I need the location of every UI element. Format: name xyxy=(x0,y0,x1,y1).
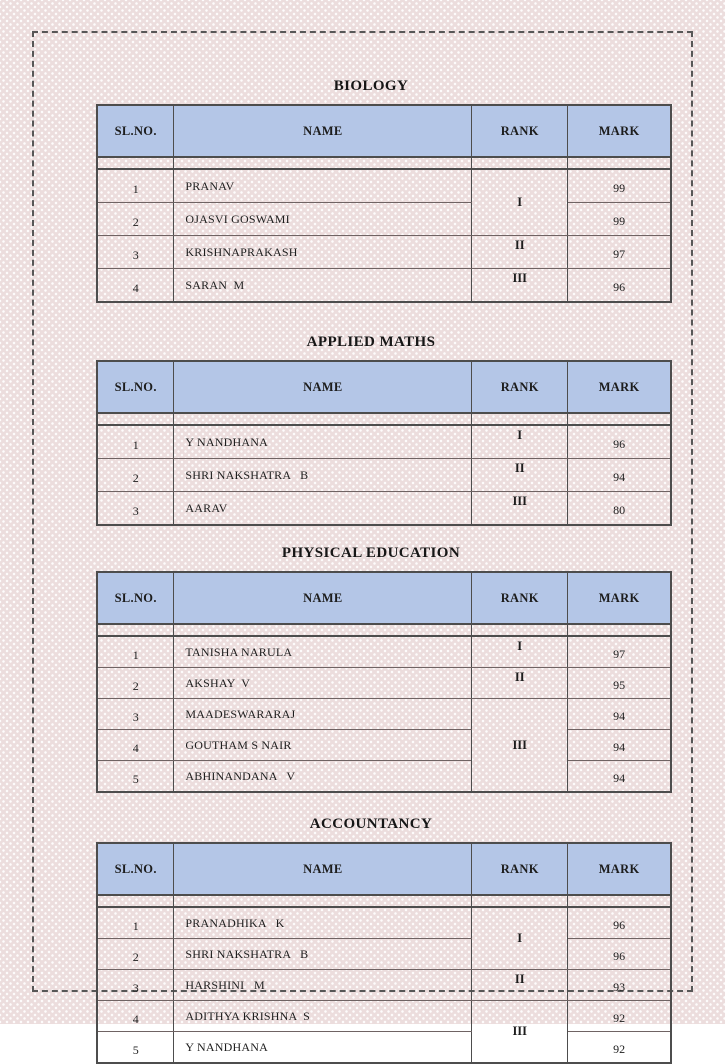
marks-table xyxy=(96,571,672,793)
marks-table xyxy=(96,104,672,303)
mark-cell: 96 xyxy=(568,425,671,459)
table-row xyxy=(97,269,671,303)
section-physical-education xyxy=(96,544,672,793)
header-gap-row xyxy=(97,157,671,169)
column-header-mark: MARK xyxy=(568,572,671,624)
name-cell: OJASVI GOSWAMI xyxy=(174,203,472,236)
rank-cell: III xyxy=(472,1001,568,1064)
sl-no-cell: 4 xyxy=(97,1001,174,1032)
column-header-rank: RANK xyxy=(472,843,568,895)
sl-no-cell: 2 xyxy=(97,459,174,492)
mark-cell: 97 xyxy=(568,636,671,668)
gap-cell xyxy=(174,413,472,425)
marks-table xyxy=(96,360,672,526)
sl-no-cell: 3 xyxy=(97,970,174,1001)
column-header-slno: SL.NO. xyxy=(97,572,174,624)
mark-cell: 94 xyxy=(568,699,671,730)
sl-no-cell: 3 xyxy=(97,699,174,730)
mark-cell: 99 xyxy=(568,203,671,236)
gap-cell xyxy=(472,413,568,425)
section-title: BIOLOGY xyxy=(333,78,409,94)
table-row xyxy=(97,236,671,269)
mark-cell: 96 xyxy=(568,907,671,939)
rank-cell: I xyxy=(472,425,568,459)
column-header-rank: RANK xyxy=(472,572,568,624)
marks-table xyxy=(96,842,672,1064)
name-cell: SHRI NAKSHATRA B xyxy=(174,459,472,492)
column-header-name: NAME xyxy=(174,572,472,624)
table-row xyxy=(97,1032,671,1064)
name-cell: Y NANDHANA xyxy=(174,1032,472,1064)
page-content xyxy=(96,77,672,1064)
header-row xyxy=(97,843,671,895)
table-row xyxy=(97,699,671,730)
gap-cell xyxy=(97,413,174,425)
gap-cell xyxy=(568,157,671,169)
name-cell: PRANADHIKA K xyxy=(174,907,472,939)
sl-no-cell: 5 xyxy=(97,761,174,793)
name-cell: AKSHAY V xyxy=(174,668,472,699)
header-gap-row xyxy=(97,895,671,907)
header-gap-row xyxy=(97,624,671,636)
rank-cell: II xyxy=(472,236,568,269)
name-cell: AARAV xyxy=(174,492,472,526)
header-row xyxy=(97,105,671,157)
table-row xyxy=(97,730,671,761)
gap-cell xyxy=(174,624,472,636)
sl-no-cell: 2 xyxy=(97,939,174,970)
sl-no-cell: 2 xyxy=(97,203,174,236)
sl-no-cell: 5 xyxy=(97,1032,174,1064)
table-row xyxy=(97,1001,671,1032)
table-row xyxy=(97,169,671,203)
column-header-name: NAME xyxy=(174,361,472,413)
gap-cell xyxy=(568,413,671,425)
gap-cell xyxy=(174,157,472,169)
gap-cell xyxy=(568,624,671,636)
rank-cell: II xyxy=(472,459,568,492)
mark-cell: 99 xyxy=(568,169,671,203)
table-row xyxy=(97,459,671,492)
header-gap-row xyxy=(97,413,671,425)
header-row xyxy=(97,361,671,413)
gap-cell xyxy=(97,895,174,907)
column-header-name: NAME xyxy=(174,843,472,895)
gap-cell xyxy=(568,895,671,907)
gap-cell xyxy=(472,895,568,907)
table-row xyxy=(97,636,671,668)
rank-cell: III xyxy=(472,699,568,793)
name-cell: SHRI NAKSHATRA B xyxy=(174,939,472,970)
name-cell: SARAN M xyxy=(174,269,472,303)
sl-no-cell: 1 xyxy=(97,636,174,668)
name-cell: KRISHNAPRAKASH xyxy=(174,236,472,269)
column-header-slno: SL.NO. xyxy=(97,361,174,413)
gap-cell xyxy=(174,895,472,907)
name-cell: ABHINANDANA V xyxy=(174,761,472,793)
column-header-mark: MARK xyxy=(568,105,671,157)
table-row xyxy=(97,761,671,793)
header-row xyxy=(97,572,671,624)
mark-cell: 94 xyxy=(568,730,671,761)
column-header-rank: RANK xyxy=(472,105,568,157)
gap-cell xyxy=(472,157,568,169)
rank-cell: III xyxy=(472,492,568,526)
column-header-rank: RANK xyxy=(472,361,568,413)
table-row xyxy=(97,203,671,236)
gap-cell xyxy=(97,624,174,636)
rank-cell: I xyxy=(472,636,568,668)
column-header-slno: SL.NO. xyxy=(97,843,174,895)
table-row xyxy=(97,425,671,459)
mark-cell: 92 xyxy=(568,1001,671,1032)
section-title: PHYSICAL EDUCATION xyxy=(281,545,461,561)
rank-cell: I xyxy=(472,907,568,970)
table-row xyxy=(97,970,671,1001)
mark-cell: 92 xyxy=(568,1032,671,1064)
mark-cell: 94 xyxy=(568,761,671,793)
mark-cell: 94 xyxy=(568,459,671,492)
mark-cell: 97 xyxy=(568,236,671,269)
section-title: APPLIED MATHS xyxy=(306,334,436,350)
section-biology xyxy=(96,77,672,303)
sl-no-cell: 3 xyxy=(97,236,174,269)
mark-cell: 80 xyxy=(568,492,671,526)
name-cell: Y NANDHANA xyxy=(174,425,472,459)
table-row xyxy=(97,939,671,970)
rank-cell: II xyxy=(472,668,568,699)
table-row xyxy=(97,668,671,699)
section-applied-maths xyxy=(96,333,672,526)
name-cell: PRANAV xyxy=(174,169,472,203)
column-header-name: NAME xyxy=(174,105,472,157)
sl-no-cell: 3 xyxy=(97,492,174,526)
sl-no-cell: 1 xyxy=(97,169,174,203)
column-header-slno: SL.NO. xyxy=(97,105,174,157)
rank-cell: II xyxy=(472,970,568,1001)
section-title: ACCOUNTANCY xyxy=(309,816,433,832)
rank-cell: III xyxy=(472,269,568,303)
sl-no-cell: 4 xyxy=(97,730,174,761)
sl-no-cell: 1 xyxy=(97,425,174,459)
name-cell: TANISHA NARULA xyxy=(174,636,472,668)
mark-cell: 96 xyxy=(568,939,671,970)
table-row xyxy=(97,492,671,526)
sl-no-cell: 4 xyxy=(97,269,174,303)
mark-cell: 96 xyxy=(568,269,671,303)
column-header-mark: MARK xyxy=(568,843,671,895)
mark-cell: 95 xyxy=(568,668,671,699)
column-header-mark: MARK xyxy=(568,361,671,413)
name-cell: ADITHYA KRISHNA S xyxy=(174,1001,472,1032)
name-cell: MAADESWARARAJ xyxy=(174,699,472,730)
sl-no-cell: 1 xyxy=(97,907,174,939)
rank-cell: I xyxy=(472,169,568,236)
table-row xyxy=(97,907,671,939)
gap-cell xyxy=(97,157,174,169)
name-cell: GOUTHAM S NAIR xyxy=(174,730,472,761)
mark-cell: 93 xyxy=(568,970,671,1001)
gap-cell xyxy=(472,624,568,636)
sl-no-cell: 2 xyxy=(97,668,174,699)
name-cell: HARSHINI M xyxy=(174,970,472,1001)
section-accountancy xyxy=(96,815,672,1064)
